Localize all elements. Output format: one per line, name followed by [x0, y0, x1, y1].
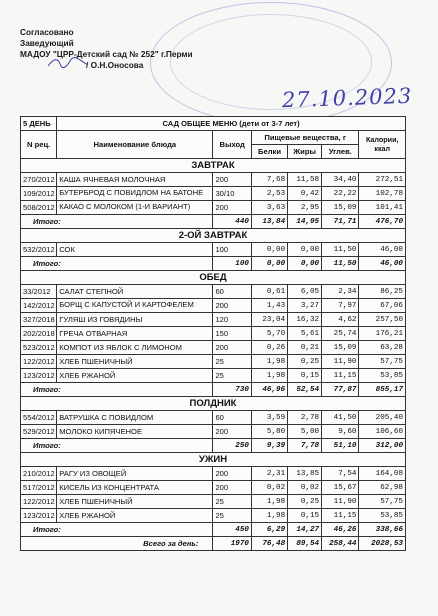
table-row	[21, 187, 406, 201]
protein-value: 5,70	[251, 327, 287, 341]
grand-total-output: 1970	[213, 537, 251, 551]
kcal-value: 176,21	[359, 327, 406, 341]
protein-value: 2,31	[251, 467, 287, 481]
kcal-value: 67,06	[359, 299, 406, 313]
total-fat: 14,95	[288, 215, 322, 229]
total-output: 250	[213, 439, 251, 453]
table-row	[21, 411, 406, 425]
total-protein: 13,84	[251, 215, 287, 229]
approval-signatory	[20, 60, 193, 71]
fat-value: 6,05	[288, 285, 322, 299]
total-carbs: 11,50	[322, 257, 359, 271]
protein-value: 1,98	[251, 495, 287, 509]
fat-value: 13,85	[288, 467, 322, 481]
carbs-value: 34,40	[322, 173, 359, 187]
dish-name: КИСЕЛЬ ИЗ КОНЦЕНТРАТА	[57, 481, 213, 495]
carbs-value: 22,22	[322, 187, 359, 201]
section-title: ПОЛДНИК	[21, 397, 406, 411]
carbs-value: 15,09	[322, 201, 359, 215]
dish-output: 60	[213, 411, 251, 425]
total-protein: 46,96	[251, 383, 287, 397]
header-calories: Калории, ккал	[359, 131, 406, 159]
kcal-value: 101,41	[359, 201, 406, 215]
protein-value: 0,26	[251, 341, 287, 355]
table-row	[21, 355, 406, 369]
kcal-value: 53,85	[359, 369, 406, 383]
grand-total-row	[21, 537, 406, 551]
kcal-value: 205,40	[359, 411, 406, 425]
fat-value: 0,15	[288, 369, 322, 383]
protein-value: 0,00	[251, 243, 287, 257]
carbs-value: 11,15	[322, 509, 359, 523]
table-title-row	[21, 117, 406, 131]
dish-output: 60	[213, 285, 251, 299]
recipe-number: 529/2012	[21, 425, 57, 439]
header-row-1	[21, 131, 406, 145]
dish-name: ХЛЕБ РЖАНОЙ	[57, 509, 213, 523]
menu-table	[20, 116, 406, 551]
total-label: Итого:	[21, 439, 213, 453]
total-output: 440	[213, 215, 251, 229]
total-output: 730	[213, 383, 251, 397]
dish-output: 200	[213, 341, 251, 355]
total-kcal: 855,17	[359, 383, 406, 397]
fat-value: 11,58	[288, 173, 322, 187]
total-protein: 9,39	[251, 439, 287, 453]
total-row	[21, 383, 406, 397]
recipe-number: 122/2012	[21, 495, 57, 509]
carbs-value: 9,60	[322, 425, 359, 439]
recipe-number: 202/2018	[21, 327, 57, 341]
total-carbs: 71,71	[322, 215, 359, 229]
protein-value: 3,63	[251, 201, 287, 215]
kcal-value: 86,25	[359, 285, 406, 299]
dish-output: 25	[213, 355, 251, 369]
recipe-number: 327/2018	[21, 313, 57, 327]
fat-value: 3,27	[288, 299, 322, 313]
kcal-value: 57,75	[359, 355, 406, 369]
approval-signatory-name: / О.Н.Оносова	[86, 60, 144, 70]
dish-name: ХЛЕБ ПШЕНИЧНЫЙ	[57, 495, 213, 509]
header-fat: Жиры	[288, 145, 322, 159]
fat-value: 0,15	[288, 509, 322, 523]
dish-output: 120	[213, 313, 251, 327]
fat-value: 0,21	[288, 341, 322, 355]
approval-agreed-label: Согласовано	[20, 27, 74, 37]
protein-value: 1,98	[251, 369, 287, 383]
dish-name: ГРЕЧА ОТВАРНАЯ	[57, 327, 213, 341]
recipe-number: 554/2012	[21, 411, 57, 425]
dish-output: 200	[213, 425, 251, 439]
recipe-number: 517/2012	[21, 481, 57, 495]
fat-value: 0,25	[288, 495, 322, 509]
section-row	[21, 397, 406, 411]
recipe-number: 33/2012	[21, 285, 57, 299]
carbs-value: 11,90	[322, 495, 359, 509]
grand-total-kcal: 2028,53	[359, 537, 406, 551]
dish-name: ГУЛЯШ ИЗ ГОВЯДИНЫ	[57, 313, 213, 327]
total-fat: 14,27	[288, 523, 322, 537]
carbs-value: 2,34	[322, 285, 359, 299]
table-row	[21, 369, 406, 383]
table-row	[21, 173, 406, 187]
handwritten-date: 27.10.2023	[281, 83, 413, 113]
carbs-value: 11,50	[322, 243, 359, 257]
fat-value: 0,02	[288, 481, 322, 495]
dish-output: 200	[213, 201, 251, 215]
dish-name: ВАТРУШКА С ПОВИДЛОМ	[57, 411, 213, 425]
total-fat: 52,54	[288, 383, 322, 397]
dish-name: КАША ЯЧНЕВАЯ МОЛОЧНАЯ	[57, 173, 213, 187]
recipe-number: 122/2012	[21, 355, 57, 369]
kcal-value: 63,28	[359, 341, 406, 355]
dish-output: 200	[213, 299, 251, 313]
header-nutrients: Пищевые вещества, г	[251, 131, 359, 145]
recipe-number: 270/2012	[21, 173, 57, 187]
carbs-value: 41,50	[322, 411, 359, 425]
recipe-number: 210/2012	[21, 467, 57, 481]
fat-value: 0,00	[288, 243, 322, 257]
grand-total-carbs: 258,44	[322, 537, 359, 551]
protein-value: 23,04	[251, 313, 287, 327]
table-row	[21, 481, 406, 495]
protein-value: 1,98	[251, 355, 287, 369]
dish-output: 150	[213, 327, 251, 341]
fat-value: 5,00	[288, 425, 322, 439]
approval-position: Заведующий	[20, 38, 74, 48]
section-row	[21, 271, 406, 285]
total-row	[21, 523, 406, 537]
menu-title: САД ОБЩЕЕ МЕНЮ (дети от 3-7 лет)	[57, 117, 406, 131]
protein-value: 7,68	[251, 173, 287, 187]
carbs-value: 25,74	[322, 327, 359, 341]
carbs-value: 7,54	[322, 467, 359, 481]
total-fat: 0,00	[288, 257, 322, 271]
section-title: 2-ОЙ ЗАВТРАК	[21, 229, 406, 243]
section-row	[21, 159, 406, 173]
section-title: ЗАВТРАК	[21, 159, 406, 173]
table-row	[21, 243, 406, 257]
table-row	[21, 509, 406, 523]
carbs-value: 15,09	[322, 341, 359, 355]
dish-name: МОЛОКО КИПЯЧЕНОЕ	[57, 425, 213, 439]
kcal-value: 102,78	[359, 187, 406, 201]
recipe-number: 508/2012	[21, 201, 57, 215]
header-carbs: Углев.	[322, 145, 359, 159]
dish-output: 200	[213, 481, 251, 495]
grand-total-fat: 89,54	[288, 537, 322, 551]
protein-value: 5,80	[251, 425, 287, 439]
dish-name: СОК	[57, 243, 213, 257]
grand-total-protein: 76,48	[251, 537, 287, 551]
kcal-value: 257,50	[359, 313, 406, 327]
dish-name: КАКАО С МОЛОКОМ (1-И ВАРИАНТ)	[57, 201, 213, 215]
recipe-number: 109/2012	[21, 187, 57, 201]
total-protein: 6,29	[251, 523, 287, 537]
dish-output: 25	[213, 369, 251, 383]
protein-value: 1,43	[251, 299, 287, 313]
section-row	[21, 453, 406, 467]
kcal-value: 164,08	[359, 467, 406, 481]
dish-name: ХЛЕБ ПШЕНИЧНЫЙ	[57, 355, 213, 369]
total-row	[21, 257, 406, 271]
kcal-value: 272,51	[359, 173, 406, 187]
recipe-number: 532/2012	[21, 243, 57, 257]
header-name: Наименование блюда	[57, 131, 213, 159]
protein-value: 0,61	[251, 285, 287, 299]
total-output: 450	[213, 523, 251, 537]
dish-output: 200	[213, 173, 251, 187]
fat-value: 0,25	[288, 355, 322, 369]
total-kcal: 338,66	[359, 523, 406, 537]
recipe-number: 142/2012	[21, 299, 57, 313]
day-label: 5 ДЕНЬ	[21, 117, 57, 131]
table-row	[21, 285, 406, 299]
grand-total-label: Всего за день:	[21, 537, 213, 551]
fat-value: 2,95	[288, 201, 322, 215]
table-row	[21, 327, 406, 341]
carbs-value: 7,97	[322, 299, 359, 313]
table-row	[21, 313, 406, 327]
dish-output: 25	[213, 509, 251, 523]
dish-name: БУТЕРБРОД С ПОВИДЛОМ НА БАТОНЕ	[57, 187, 213, 201]
dish-output: 200	[213, 467, 251, 481]
total-carbs: 46,26	[322, 523, 359, 537]
total-carbs: 77,87	[322, 383, 359, 397]
recipe-number: 123/2012	[21, 509, 57, 523]
dish-output: 100	[213, 243, 251, 257]
section-row	[21, 229, 406, 243]
carbs-value: 4,62	[322, 313, 359, 327]
fat-value: 5,61	[288, 327, 322, 341]
dish-name: ХЛЕБ РЖАНОЙ	[57, 369, 213, 383]
recipe-number: 123/2012	[21, 369, 57, 383]
dish-name: КОМПОТ ИЗ ЯБЛОК С ЛИМОНОМ	[57, 341, 213, 355]
total-row	[21, 439, 406, 453]
protein-value: 3,59	[251, 411, 287, 425]
approval-block	[20, 27, 193, 71]
table-row	[21, 425, 406, 439]
protein-value: 0,02	[251, 481, 287, 495]
fat-value: 16,32	[288, 313, 322, 327]
total-kcal: 476,70	[359, 215, 406, 229]
header-output: Выход	[213, 131, 251, 159]
carbs-value: 11,90	[322, 355, 359, 369]
table-row	[21, 341, 406, 355]
kcal-value: 62,98	[359, 481, 406, 495]
total-label: Итого:	[21, 257, 213, 271]
total-row	[21, 215, 406, 229]
approval-institution: МАДОУ "ЦРР-Детский сад № 252" г.Перми	[20, 49, 193, 59]
dish-output: 25	[213, 495, 251, 509]
section-title: УЖИН	[21, 453, 406, 467]
table-row	[21, 201, 406, 215]
kcal-value: 46,00	[359, 243, 406, 257]
total-label: Итого:	[21, 215, 213, 229]
section-title: ОБЕД	[21, 271, 406, 285]
recipe-number: 523/2012	[21, 341, 57, 355]
dish-name: САЛАТ СТЕПНОЙ	[57, 285, 213, 299]
total-label: Итого:	[21, 523, 213, 537]
header-protein: Белки	[251, 145, 287, 159]
table-row	[21, 299, 406, 313]
kcal-value: 53,85	[359, 509, 406, 523]
fat-value: 0,42	[288, 187, 322, 201]
total-carbs: 51,10	[322, 439, 359, 453]
total-kcal: 46,00	[359, 257, 406, 271]
carbs-value: 15,67	[322, 481, 359, 495]
fat-value: 2,78	[288, 411, 322, 425]
carbs-value: 11,15	[322, 369, 359, 383]
dish-name: РАГУ ИЗ ОВОЩЕЙ	[57, 467, 213, 481]
kcal-value: 106,60	[359, 425, 406, 439]
total-output: 100	[213, 257, 251, 271]
protein-value: 1,98	[251, 509, 287, 523]
kcal-value: 57,75	[359, 495, 406, 509]
dish-name: БОРЩ С КАПУСТОЙ И КАРТОФЕЛЕМ	[57, 299, 213, 313]
table-row	[21, 467, 406, 481]
total-protein: 0,00	[251, 257, 287, 271]
dish-output: 30/10	[213, 187, 251, 201]
total-fat: 7,78	[288, 439, 322, 453]
header-code: N рец.	[21, 131, 57, 159]
total-label: Итого:	[21, 383, 213, 397]
table-row	[21, 495, 406, 509]
total-kcal: 312,00	[359, 439, 406, 453]
protein-value: 2,53	[251, 187, 287, 201]
